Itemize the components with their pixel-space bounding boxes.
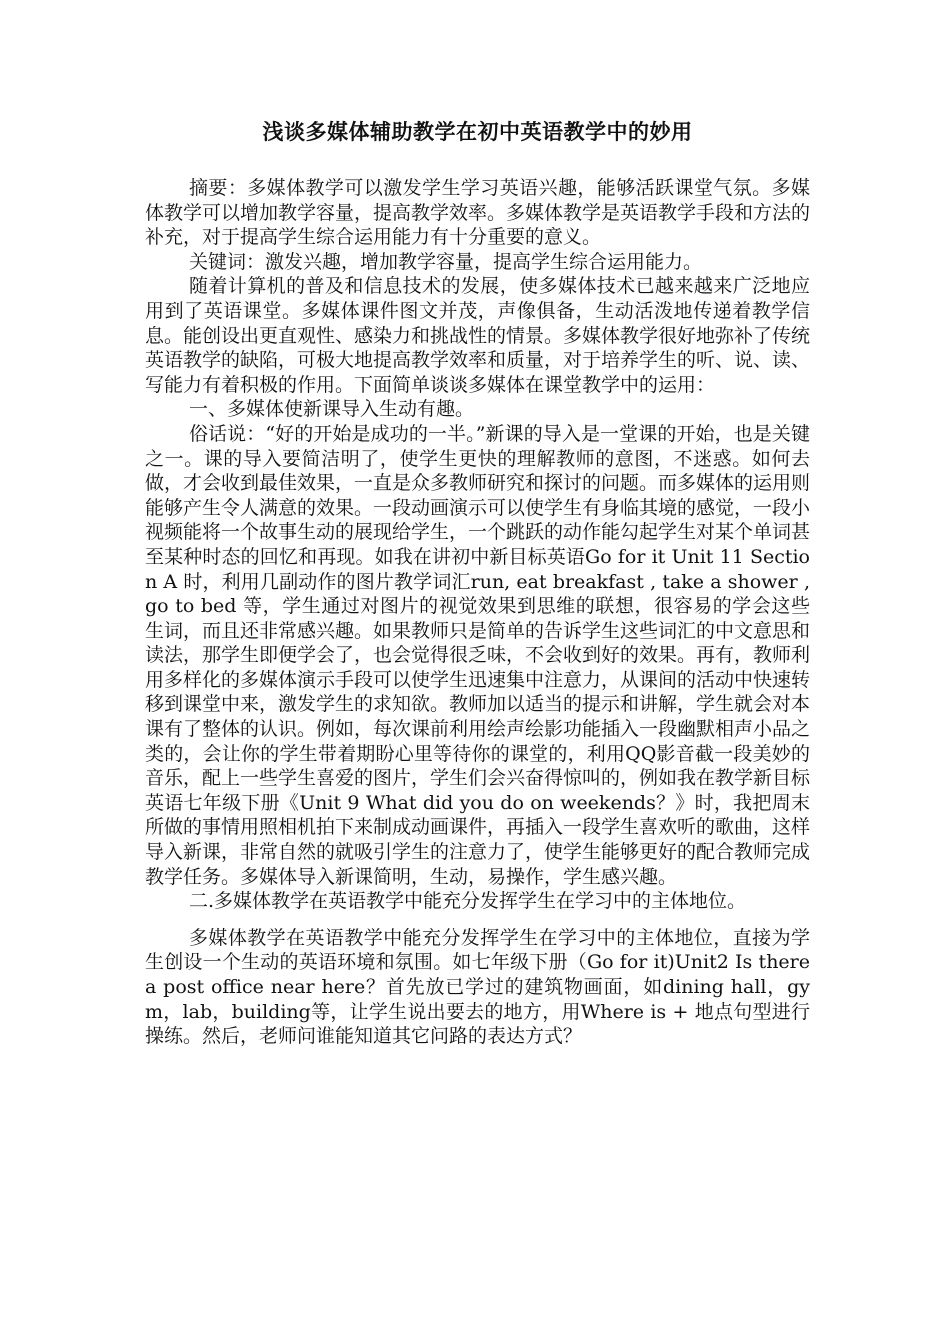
section-1-body: 俗话说：“好的开始是成功的一半。”新课的导入是一堂课的开始，也是关键之一。课的导入要简洁明了，使学生更快的理解教师的意图，不迷惑。如何去做，才会收到最佳效果，一直是众多教师研究和探讨的问题。而多媒体的运用则能够产生令人满意的效果。一段动画演示可以使学生有身临其境的感觉，一段小视频能将一个故事生动的展现给学生，一个跳跃的动作能勾起学生对某个单词甚至某种时态的回忆和再现。如我在讲初中新目标英语Go for it Unit 11 Section A 时，利用几副动作的图片教学词汇run, eat breakfast , take a shower , go to bed 等，学生通过对图片的视觉效果到思维的联想，很容易的学会这些生词，而且还非常感兴趣。如果教师只是简单的告诉学生这些词汇的中文意思和读法，那学生即便学会了，也会觉得很乏味，不会收到好的效果。再有，教师利用多样化的多媒体演示手段可以使学生迅速集中注意力，从课间的活动中快速转移到课堂中来，激发学生的求知欲。教师加以适当的提示和讲解，学生就会对本课有了整体的认识。例如，每次课前利用绘声绘影功能插入一段幽默相声小品之类的，会让你的学生带着期盼心里等待你的课堂的，利用QQ影音截一段美妙的音乐，配上一些学生喜爱的图片，学生们会兴奋得惊叫的，例如我在教学新目标英语七年级下册《Unit 9 What did you do on weekends？》时，我把周末所做的事情用照相机拍下来制成动画课件，再插入一段学生喜欢听的歌曲，这样导入新课，非常自然的就吸引学生的注意力了，使学生能够更好的配合教师完成教学任务。多媒体导入新课简明，生动，易操作，学生感兴趣。 xyxy=(145,422,811,888)
section-1-heading: 一、多媒体使新课导入生动有趣。 xyxy=(189,398,475,421)
section-2-heading: 二.多媒体教学在英语教学中能充分发挥学生在学习中的主体地位。 xyxy=(189,890,747,913)
keywords-paragraph: 关键词：激发兴趣，增加教学容量，提高学生综合运用能力。 xyxy=(189,250,703,273)
document-page xyxy=(145,118,810,1049)
abstract-paragraph: 摘要：多媒体教学可以激发学生学习英语兴趣，能够活跃课堂气氛。多媒体教学可以增加教学容量，提高教学效率。多媒体教学是英语教学手段和方法的补充，对于提高学生综合运用能力有十分重要的意义。 xyxy=(145,177,811,249)
section-2-body: 多媒体教学在英语教学中能充分发挥学生在学习中的主体地位，直接为学生创设一个生动的英语环境和氛围。如七年级下册（Go for it)Unit2 Is there a post office near here？首先放已学过的建筑物画面，如dining hall，gym，lab，building等，让学生说出要去的地方，用Where is + 地点句型进行操练。然后，老师问谁能知道其它问路的表达方式？ xyxy=(145,926,810,1048)
intro-paragraph: 随着计算机的普及和信息技术的发展，使多媒体技术已越来越来广泛地应用到了英语课堂。多媒体课件图文并茂，声像俱备，生动活泼地传递着教学信息。能创设出更直观性、感染力和挑战性的情景。多媒体教学很好地弥补了传统英语教学的缺陷，可极大地提高教学效率和质量，对于培养学生的听、说、读、写能力有着积极的作用。下面简单谈谈多媒体在课堂教学中的运用： xyxy=(145,275,811,396)
document-title: 浅谈多媒体辅助教学在初中英语教学中的妙用 xyxy=(262,119,693,144)
